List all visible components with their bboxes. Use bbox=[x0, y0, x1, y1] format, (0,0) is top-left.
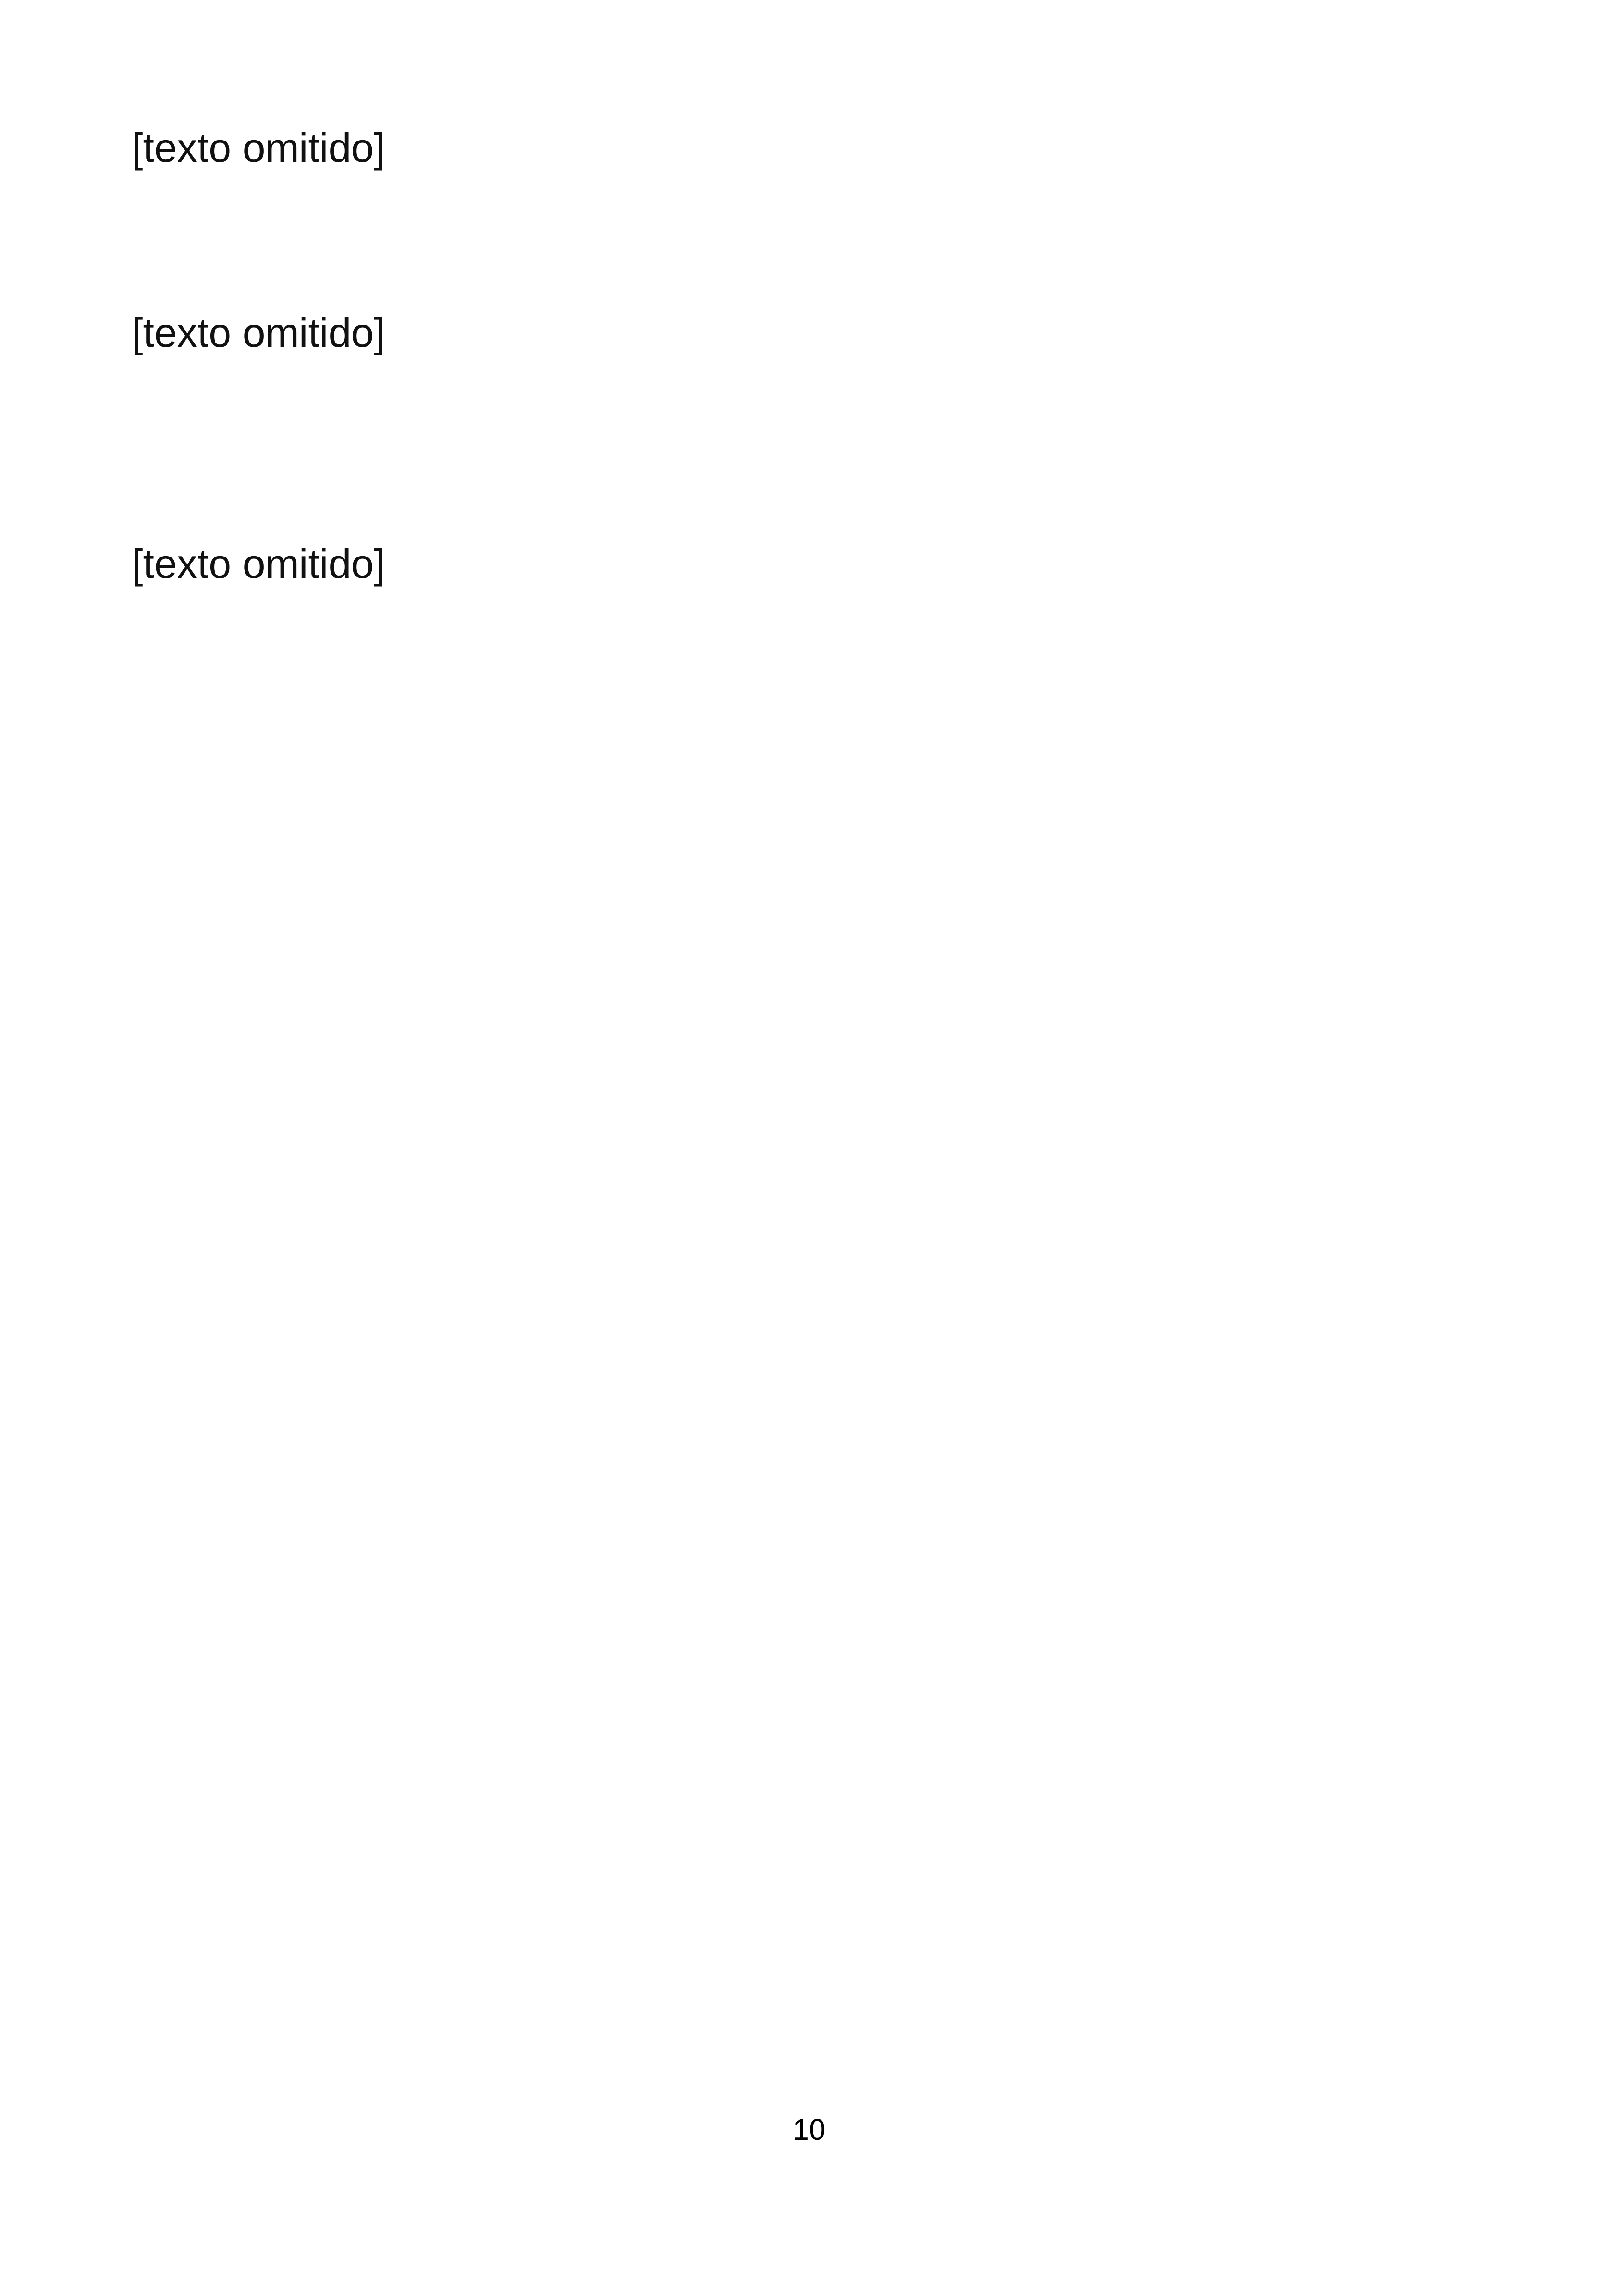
paragraph: [texto omitido] bbox=[132, 310, 385, 355]
paragraph: [texto omitido] bbox=[132, 541, 385, 587]
paragraph: [texto omitido] bbox=[132, 125, 385, 171]
page-number: 10 bbox=[792, 2113, 826, 2146]
